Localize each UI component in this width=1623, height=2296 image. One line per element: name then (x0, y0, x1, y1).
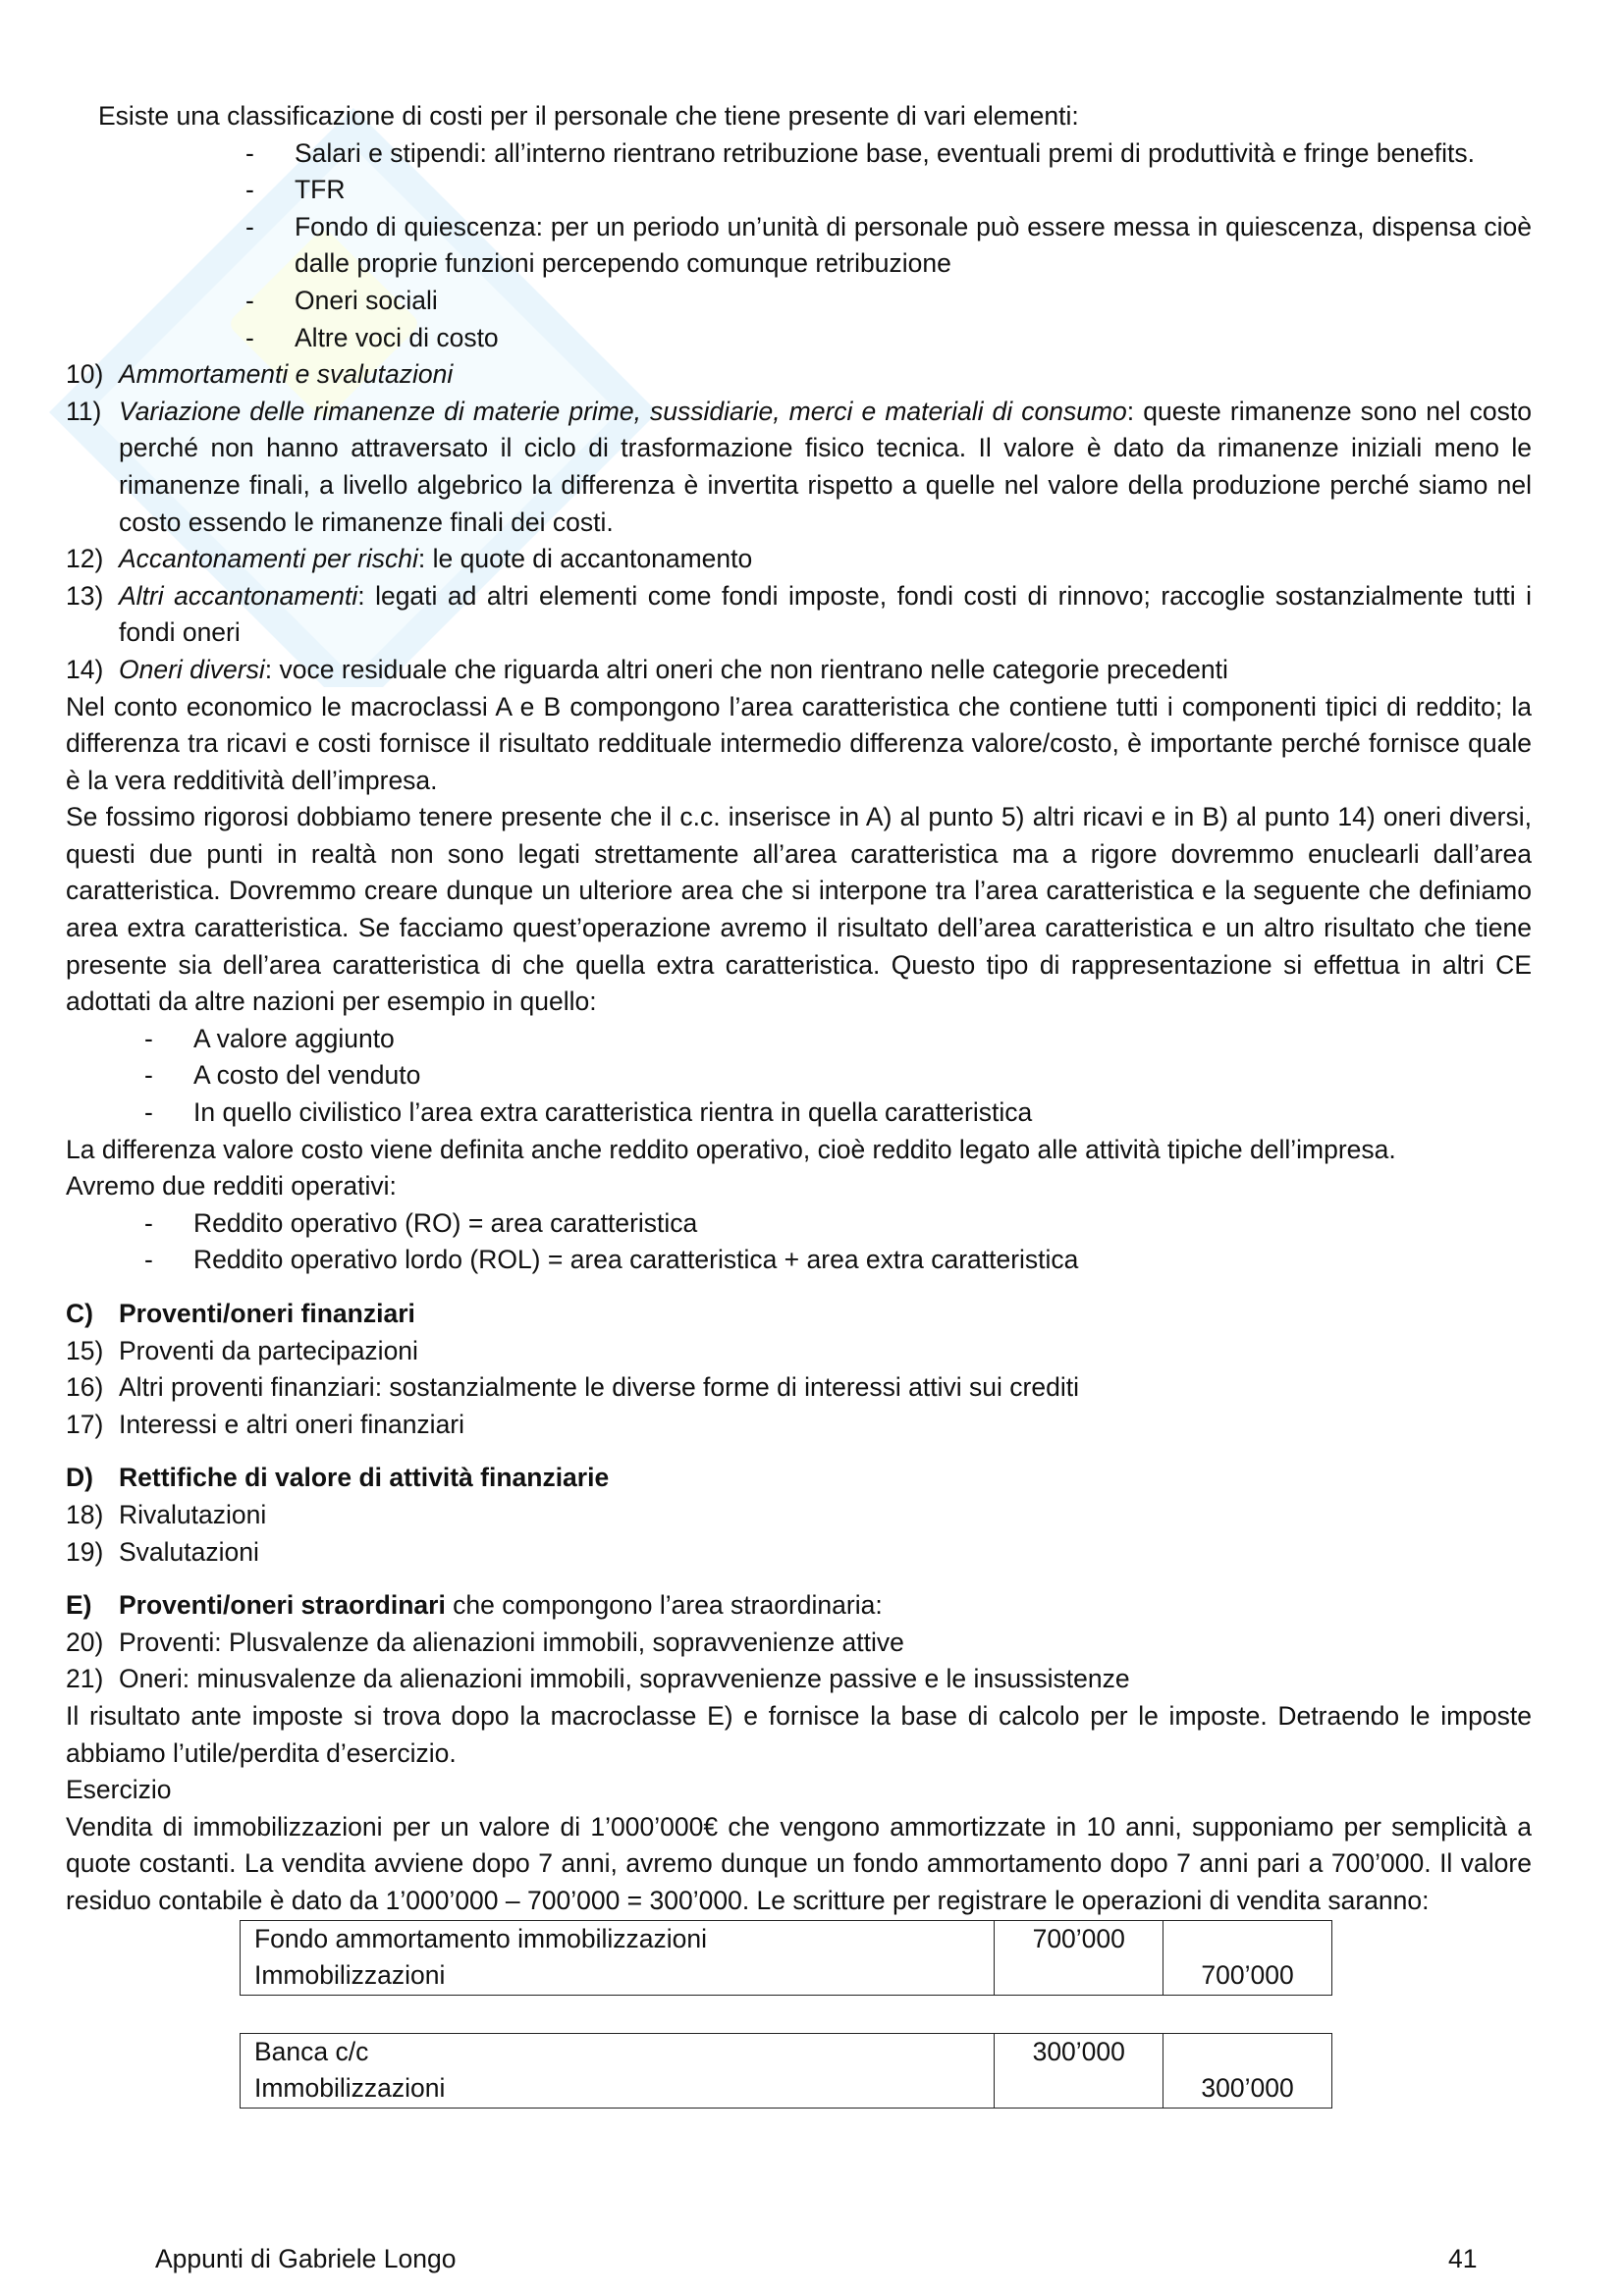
list-item: - A costo del venduto (144, 1060, 421, 1091)
paragraph: Il risultato ante imposte si trova dopo la macroclasse E) e fornisce la base di calcolo per le imposte. Detraendo le imposte abbiamo l’utile/perdita d’esercizio. (66, 1700, 1532, 1768)
numbered-item: 15) Proventi da partecipazioni (66, 1335, 418, 1365)
credit-amount: 300’000 (1163, 2033, 1332, 2108)
list-item: - Altre voci di costo (245, 322, 499, 352)
section-heading-d: D) Rettifiche di valore di attività finanziarie (66, 1463, 610, 1493)
section-heading-c: C) Proventi/oneri finanziari (66, 1299, 415, 1328)
numbered-item-13: 13) Altri accantonamenti: legati ad altri elementi come fondi imposte, fondi costi di rinnovo; raccoglie sostanzialmente tutti i fondi oneri (66, 580, 1532, 648)
document-body (66, 98, 1532, 2109)
section-heading-e: E) Proventi/oneri straordinari che compongono l’area straordinaria: (66, 1590, 883, 1621)
list-item: - Oneri sociali (245, 285, 438, 315)
list-item: - Fondo di quiescenza: per un periodo un’unità di personale può essere messa in quiescenza, dispensa cioè dalle proprie funzioni percependo comunque retribuzione (245, 211, 1532, 279)
page-number: 41 (1448, 2244, 1478, 2273)
credit-amount: 700’000 (1163, 1920, 1332, 1995)
accounts-cell: Fondo ammortamento immobilizzazioni Immobilizzazioni (241, 1920, 995, 1995)
paragraph: Nel conto economico le macroclassi A e B compongono l’area caratteristica che contiene tutti i componenti tipici di reddito; la differenza tra ricavi e costi fornisce il risultato reddituale intermedio differenza valore/costo, è importante perché fornisce quale è la vera redditività dell’impresa. (66, 691, 1532, 795)
debit-amount: 700’000 (995, 1920, 1163, 1995)
numbered-item: 17) Interessi e altri oneri finanziari (66, 1409, 465, 1439)
list-item: - A valore aggiunto (144, 1023, 395, 1053)
numbered-item: 19) Svalutazioni (66, 1536, 259, 1567)
journal-entry-2 (240, 2033, 1332, 2109)
numbered-item: 20) Proventi: Plusvalenze da alienazioni immobili, sopravvenienze attive (66, 1627, 904, 1657)
numbered-item-11: 11) Variazione delle rimanenze di materie prime, sussidiarie, merci e materiali di consumo: queste rimanenze sono nel costo perché non hanno attraversato il ciclo di trasformazione fisico tecnica. Il valore è dato da rimanenze iniziali meno le rimanenze finali, a livello algebrico la differenza è invertita rispetto a quelle nel valore della produzione perché siamo nel costo essendo le rimanenze finali dei costi. (66, 396, 1532, 537)
paragraph: La differenza valore costo viene definita anche reddito operativo, cioè reddito legato alle attività tipiche dell’impresa. (66, 1134, 1396, 1164)
accounts-cell: Banca c/c Immobilizzazioni (241, 2033, 995, 2108)
intro-text: Esiste una classificazione di costi per il personale che tiene presente di vari elementi: (98, 101, 1079, 131)
list-item: - Reddito operativo lordo (ROL) = area caratteristica + area extra caratteristica (144, 1245, 1079, 1275)
numbered-item: 21) Oneri: minusvalenze da alienazioni immobili, sopravvenienze passive e le insussistenze (66, 1664, 1130, 1694)
footer-author: Appunti di Gabriele Longo (155, 2244, 457, 2273)
paragraph: Se fossimo rigorosi dobbiamo tenere presente che il c.c. inserisce in A) al punto 5) altri ricavi e in B) al punto 14) oneri diversi, questi due punti in realtà non sono legati strettamente all’area caratteristica ma a rigore dovremmo enuclearli dall’area caratteristica. Dovremmo creare dunque un ulteriore area che si interpone tra l’area caratteristica e la seguente che definiamo area extra caratteristica. Se facciamo quest’operazione avremo il risultato dell’area caratteristica e un altro risultato che tiene presente sia dell’area caratteristica di che quella extra caratteristica. Questo tipo di rappresentazione si effettua in altri CE adottati da altre nazioni per esempio in quello: (66, 802, 1532, 1017)
numbered-item: 16) Altri proventi finanziari: sostanzialmente le diverse forme di interessi attivi sui crediti (66, 1372, 1079, 1403)
list-item: - In quello civilistico l’area extra caratteristica rientra in quella caratteristica (144, 1097, 1033, 1128)
numbered-item-14: 14) Oneri diversi: voce residuale che riguarda altri oneri che non rientrano nelle categorie precedenti (66, 654, 1228, 684)
journal-entry-1 (240, 1920, 1332, 1996)
list-item: - TFR (245, 175, 346, 205)
exercise-label: Esercizio (66, 1775, 172, 1805)
list-item: - Salari e stipendi: all’interno rientrano retribuzione base, eventuali premi di produttività e fringe benefits. (245, 137, 1476, 168)
list-item: - Reddito operativo (RO) = area caratteristica (144, 1207, 698, 1238)
numbered-item-12: 12) Accantonamenti per rischi: le quote di accantonamento (66, 544, 753, 574)
numbered-item-10: 10) Ammortamenti e svalutazioni (66, 359, 454, 390)
debit-amount: 300’000 (995, 2033, 1163, 2108)
paragraph: Avremo due redditi operativi: (66, 1171, 397, 1201)
numbered-item: 18) Rivalutazioni (66, 1499, 267, 1529)
paragraph: Vendita di immobilizzazioni per un valore di 1’000’000€ che vengono ammortizzate in 10 anni, supponiamo per semplicità a quote costanti. La vendita avviene dopo 7 anni, avremo dunque un fondo ammortamento dopo 7 anni pari a 700’000. Il valore residuo contabile è dato da 1’000’000 – 700’000 = 300’000. Le scritture per registrare le operazioni di vendita saranno: (66, 1811, 1532, 1915)
